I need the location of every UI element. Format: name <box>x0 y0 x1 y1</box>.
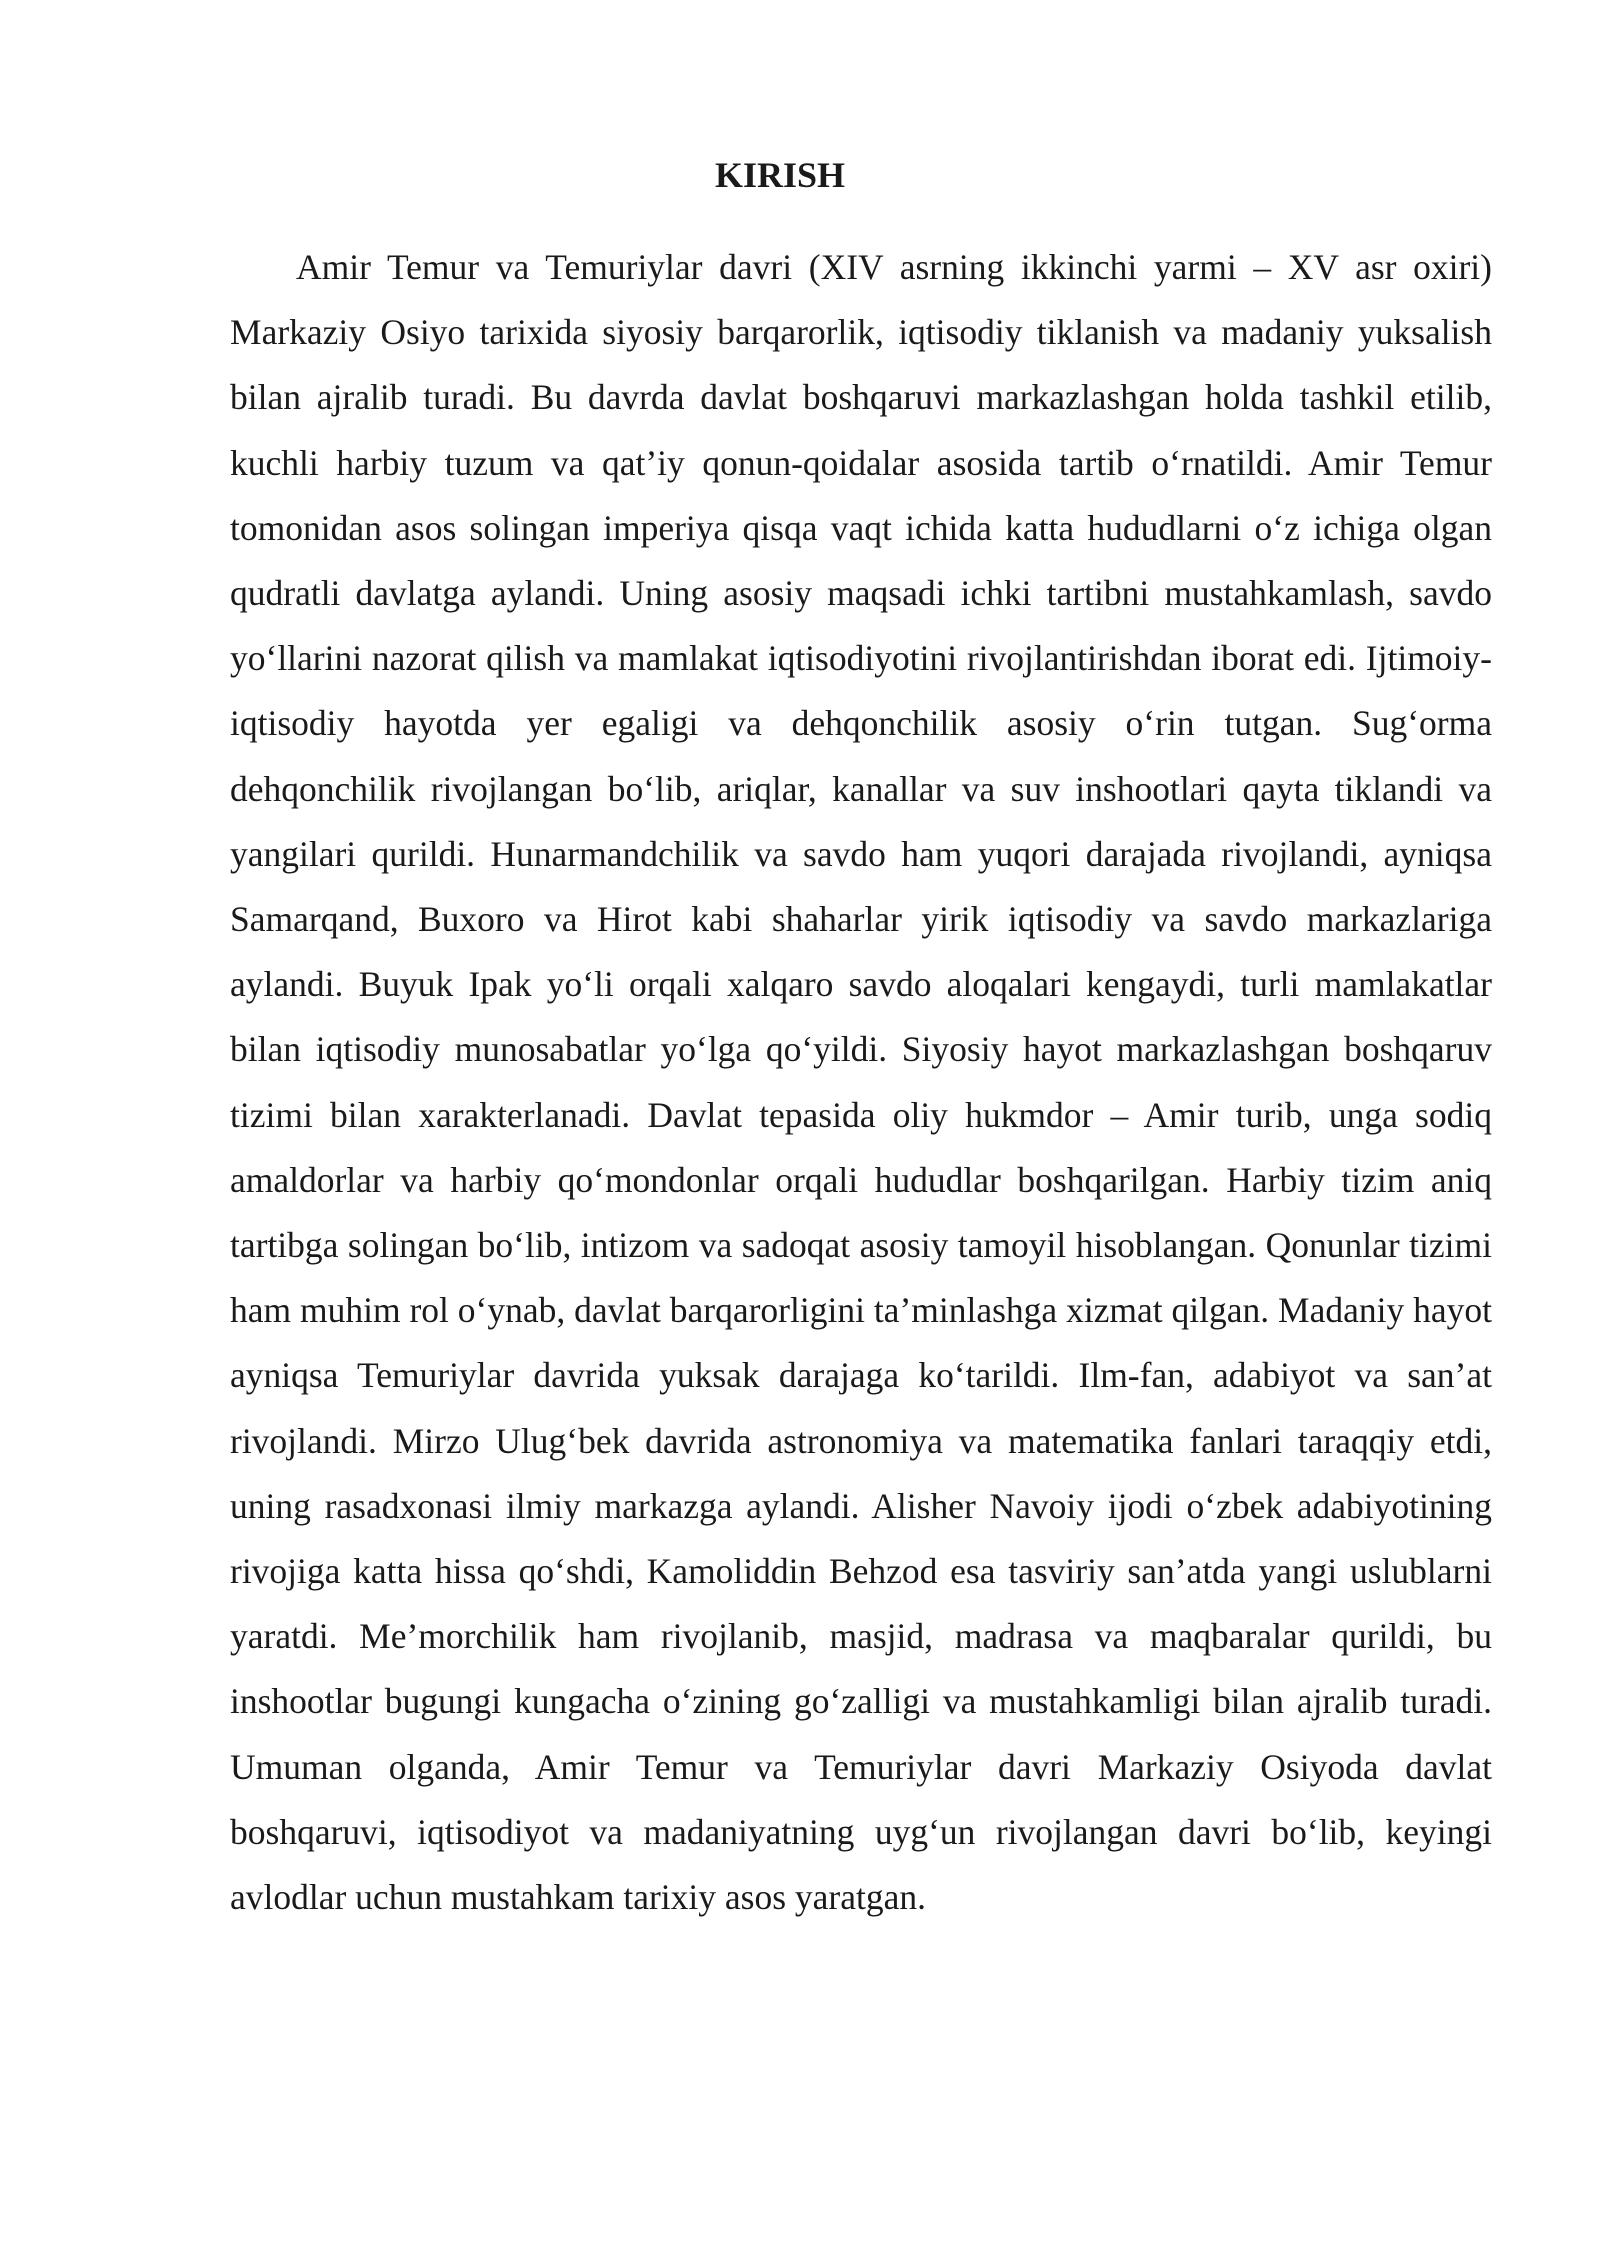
body-paragraph: Amir Temur va Temuriylar davri (XIV asrning ikkinchi yarmi – XV asr oxiri) Markaziy Osiyo tarixida siyosiy barqarorlik, iqtisodiy tiklanish va madaniy yuksalish bilan ajralib turadi. Bu davrda davlat boshqaruvi markazlashgan holda tashkil etilib, kuchli harbiy tuzum va qat’iy qonun-qoidalar asosida tartib o‘rnatildi. Amir Temur tomonidan asos solingan imperiya qisqa vaqt ichida katta hududlarni o‘z ichiga olgan qudratli davlatga aylandi. Uning asosiy maqsadi ichki tartibni mustahkamlash, savdo yo‘llarini nazorat qilish va mamlakat iqtisodiyotini rivojlantirishdan iborat edi. Ijtimoiy-iqtisodiy hayotda yer egaligi va dehqonchilik asosiy o‘rin tutgan. Sug‘orma dehqonchilik rivojlangan bo‘lib, ariqlar, kanallar va suv inshootlari qayta tiklandi va yangilari qurildi. Hunarmandchilik va savdo ham yuqori darajada rivojlandi, ayniqsa Samarqand, Buxoro va Hirot kabi shaharlar yirik iqtisodiy va savdo markazlariga aylandi. Buyuk Ipak yo‘li orqali xalqaro savdo aloqalari kengaydi, turli mamlakatlar bilan iqtisodiy munosabatlar yo‘lga qo‘yildi. Siyosiy hayot markazlashgan boshqaruv tizimi bilan xarakterlanadi. Davlat tepasida oliy hukmdor – Amir turib, unga sodiq amaldorlar va harbiy qo‘mondonlar orqali hududlar boshqarilgan. Harbiy tizim aniq tartibga solingan bo‘lib, intizom va sadoqat asosiy tamoyil hisoblangan. Qonunlar tizimi ham muhim rol o‘ynab, davlat barqarorligini ta’minlashga xizmat qilgan. Madaniy hayot ayniqsa Temuriylar davrida yuksak darajaga ko‘tarildi. Ilm-fan, adabiyot va san’at rivojlandi. Mirzo Ulug‘bek davrida astronomiya va matematika fanlari taraqqiy etdi, uning rasadxonasi ilmiy markazga aylandi. Alisher Navoiy ijodi o‘zbek adabiyotining rivojiga katta hissa qo‘shdi, Kamoliddin Behzod esa tasviriy san’atda yangi uslublarni yaratdi. Me’morchilik ham rivojlanib, masjid, madrasa va maqbaralar qurildi, bu inshootlar bugungi kungacha o‘zining go‘zalligi va mustahkamligi bilan ajralib turadi. Umuman olganda, Amir Temur va Temuriylar davri Markaziy Osiyoda davlat boshqaruvi, iqtisodiyot va madaniyatning uyg‘un rivojlangan davri bo‘lib, keyingi avlodlar uchun mustahkam tarixiy asos yaratgan. <box>230 247 1492 1918</box>
page-title: KIRISH <box>714 155 846 195</box>
